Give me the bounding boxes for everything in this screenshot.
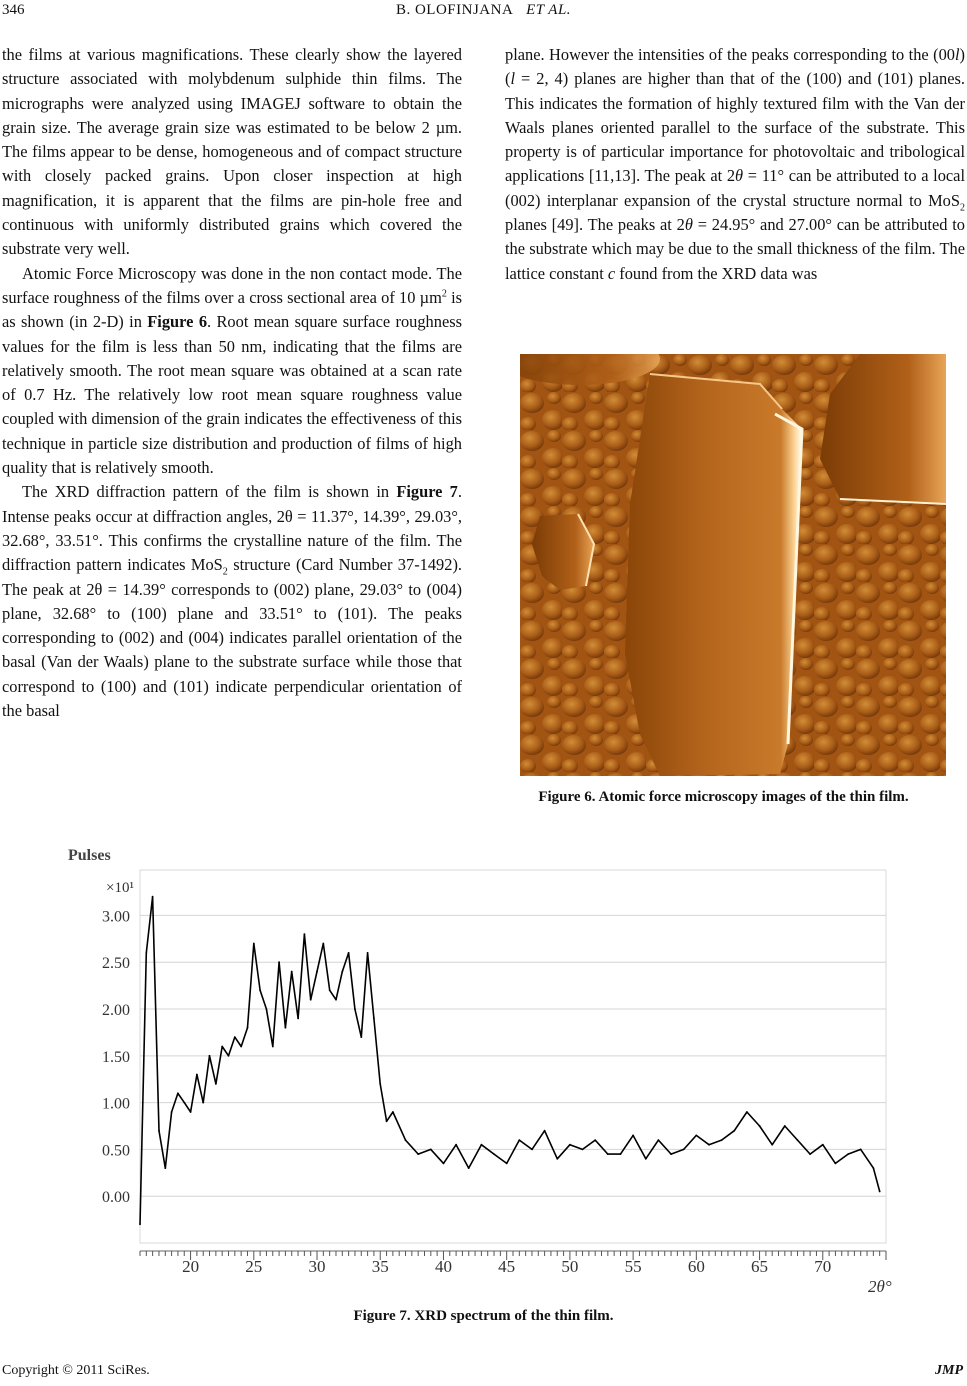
italic-l: l [954, 45, 960, 64]
xrd-data-point [455, 1144, 457, 1146]
y-tick-label: 1.50 [102, 1048, 130, 1066]
x-tick-label: 30 [308, 1257, 326, 1276]
text-span: = 24.95° and 27.00° can be attributed to the substrate which may be due to the small thickness of the film. The lattice constant [505, 215, 965, 283]
xrd-data-point [310, 999, 312, 1001]
x-tick-label: 20 [182, 1257, 200, 1276]
xrd-data-point [632, 1135, 634, 1137]
text-span: found from the XRD data was [615, 263, 818, 283]
xrd-data-point [683, 1149, 685, 1151]
text-span: ) ( [505, 45, 965, 89]
paragraph-sem: the films at various magnifications. These clearly show the layered structure associated with molybdenum sulphide thin films. The micrographs were analyzed using IMAGEJ software to obtain the grain size. The average grain size was estimated to be below 2 µm. The films appear to be dense, homogeneous and of compact structure with closely packed grains. Upon closer inspection at high magnification, it is apparent that the films are pin-hole free and continuous with uniformly distributed grains which covered the substrate very well. [2, 45, 462, 259]
text-span: is as shown (in 2-D) in [2, 287, 463, 332]
xrd-data-point [518, 1139, 520, 1141]
text-span: Atomic Force Microscopy was done in the non contact mode. The surface roughness of the films over a cross sectional area of 10 µm [2, 263, 462, 307]
footer-journal: JMP [935, 1363, 963, 1378]
figure6-reference: Figure 6 [147, 312, 208, 332]
xrd-data-point [228, 1055, 230, 1057]
italic-theta: θ [684, 215, 693, 235]
xrd-data-point [373, 1018, 375, 1020]
xrd-data-point [183, 1102, 185, 1104]
xrd-data-point [348, 952, 350, 954]
figure6-caption: Figure 6. Atomic force microscopy images of the thin film. [538, 789, 909, 805]
xrd-data-point [746, 1111, 748, 1113]
text-span: . Intense peaks occur at diffraction angles, 2θ = 11.37°, 14.39°, 29.03°, 32.68°, 33.51°. This confirms the crystalline nature of the film. The diffraction pattern indicates MoS [2, 482, 462, 575]
xrd-data-point [196, 1074, 198, 1076]
xrd-data-point [670, 1153, 672, 1155]
x-tick-label: 65 [751, 1257, 769, 1276]
xrd-data-point [708, 1144, 710, 1146]
xrd-data-point [607, 1153, 609, 1155]
x-tick-label: 35 [371, 1257, 389, 1276]
xrd-data-point [240, 1046, 242, 1048]
xrd-data-point [202, 1102, 204, 1104]
xrd-data-point [329, 989, 331, 991]
xrd-data-point [215, 1083, 217, 1085]
italic-l: l [510, 69, 516, 89]
xrd-data-point [341, 971, 343, 973]
xrd-data-point [493, 1153, 495, 1155]
xrd-data-point [139, 1223, 141, 1225]
plot-frame [140, 870, 886, 1243]
xrd-data-point [304, 933, 306, 935]
xrd-data-point [360, 1036, 362, 1038]
xrd-data-point [822, 1144, 824, 1146]
xrd-data-point [569, 1144, 571, 1146]
xrd-data-point [266, 1008, 268, 1010]
xrd-data-point [784, 1125, 786, 1127]
x-tick-label: 25 [245, 1257, 263, 1276]
xrd-data-point [297, 1018, 299, 1020]
y-multiplier-label: ×10¹ [106, 880, 134, 896]
xrd-data-point [322, 943, 324, 945]
xrd-data-point [430, 1149, 432, 1151]
x-tick-label: 55 [624, 1257, 642, 1276]
xrd-data-point [417, 1153, 419, 1155]
xrd-data-point [468, 1167, 470, 1169]
xrd-data-point [879, 1191, 881, 1193]
xrd-data-point [721, 1139, 723, 1141]
xrd-data-point [354, 1008, 356, 1010]
xrd-data-point [285, 1027, 287, 1029]
text-span: . Root mean square surface roughness values for the film is less than 50 nm, indicating that the films are relatively smooth. The root mean square was obtained at a scan rate of 0.7 Hz. The relatively low root mean square roughness value coupled with dimension of the grain indicates the effectiveness of this technique in particle size distribution and production of films of high quality that is relatively smooth. [2, 312, 462, 478]
paragraph-afm [2, 262, 462, 481]
right-column [505, 43, 965, 286]
x-tick-label: 45 [498, 1257, 516, 1276]
figure7-caption: Figure 7. XRD spectrum of the thin film. [353, 1308, 614, 1324]
xrd-data-point [158, 1130, 160, 1132]
superscript: 2 [441, 288, 447, 300]
xrd-data-point [582, 1149, 584, 1151]
xrd-data-point [253, 943, 255, 945]
text-span: = 2, 4) planes are higher than that of the (100) and (101) planes. This indicates the formation of highly textured film with the Van der Waals planes oriented parallel to the surface of the substrate. This property is of particular importance for photovoltaic and tribological applications [11,13]. The peak at 2 [505, 69, 965, 186]
xrd-data-point [860, 1149, 862, 1151]
x-tick-label: 40 [434, 1257, 452, 1276]
xrd-data-point [190, 1111, 192, 1113]
xrd-data-point [847, 1153, 849, 1155]
xrd-data-point [247, 1027, 249, 1029]
left-column [2, 43, 462, 723]
xrd-data-point [733, 1130, 735, 1132]
xrd-data-point [209, 1055, 211, 1057]
y-tick-label: 3.00 [102, 908, 130, 926]
xrd-data-point [594, 1139, 596, 1141]
y-tick-label: 2.50 [102, 955, 130, 973]
text-span: planes [49]. The peaks at 2 [505, 215, 685, 235]
xrd-series-line [140, 897, 880, 1225]
xrd-data-point [405, 1139, 407, 1141]
xrd-data-point [234, 1036, 236, 1038]
xrd-data-point [171, 1111, 173, 1113]
y-tick-label: 2.00 [102, 1002, 130, 1020]
x-tick-label: 60 [687, 1257, 705, 1276]
xrd-data-point [392, 1111, 394, 1113]
xrd-data-point [531, 1149, 533, 1151]
xrd-data-point [367, 952, 369, 954]
xrd-data-point [544, 1130, 546, 1132]
italic-theta: θ [735, 166, 744, 186]
text-span: = 11° can be attributed to a local (002) interplanar expansion of the crystal structure normal to MoS [505, 166, 966, 210]
text-span: structure (Card Number 37-1492). The peak at 2θ = 14.39° corresponds to (002) plane, 29.03° to (004) plane, 32.68° to (100) plane and 33.51° to (101). The peaks corresponding to (002) and (004) indicates parallel orientation of the basal (Van der Waals) plane to the substrate surface while those that correspond to (100) and (101) indicate perpendicular orientation of the basal [2, 555, 462, 721]
xrd-data-point [556, 1158, 558, 1160]
xrd-data-point [164, 1167, 166, 1169]
running-header-etal: ET AL. [526, 2, 572, 18]
figure7-reference: Figure 7 [396, 482, 458, 502]
xrd-plot [60, 838, 905, 1298]
footer-copyright: Copyright © 2011 SciRes. [2, 1363, 150, 1378]
xrd-data-point [506, 1163, 508, 1165]
paragraph-texture [505, 43, 965, 286]
page-number: 346 [2, 2, 25, 18]
y-tick-label: 0.00 [102, 1189, 130, 1207]
subscript: 2 [222, 566, 228, 578]
italic-c: c [607, 263, 616, 283]
xrd-data-point [797, 1139, 799, 1141]
subscript: 2 [960, 202, 965, 214]
afm-micrograph [520, 354, 946, 776]
text-span: The XRD diffraction pattern of the film is shown in [22, 482, 397, 502]
xrd-data-point [759, 1125, 761, 1127]
xrd-data-point [278, 961, 280, 963]
xrd-data-point [177, 1092, 179, 1094]
xrd-data-point [658, 1139, 660, 1141]
xrd-data-point [481, 1144, 483, 1146]
xrd-data-point [221, 1046, 223, 1048]
running-header-authors: B. OLOFINJANA [395, 2, 514, 18]
y-axis-label: Pulses [68, 847, 111, 864]
text-span: plane. However the intensities of the peaks corresponding to the (00 [505, 45, 955, 64]
xrd-data-point [809, 1153, 811, 1155]
xrd-data-point [771, 1144, 773, 1146]
xrd-data-point [152, 896, 154, 898]
xrd-data-point [316, 971, 318, 973]
x-axis-label: 2θ° [868, 1277, 892, 1296]
xrd-data-point [291, 971, 293, 973]
xrd-data-point [695, 1135, 697, 1137]
afm-image [520, 354, 946, 776]
x-tick-label: 70 [814, 1257, 832, 1276]
xrd-data-point [645, 1158, 647, 1160]
xrd-data-point [835, 1163, 837, 1165]
y-tick-label: 0.50 [102, 1142, 130, 1160]
xrd-data-point [379, 1083, 381, 1085]
paragraph-xrd [2, 480, 462, 723]
xrd-data-point [443, 1163, 445, 1165]
xrd-data-point [620, 1153, 622, 1155]
xrd-chart [60, 838, 905, 1298]
xrd-data-point [873, 1167, 875, 1169]
y-tick-label: 1.00 [102, 1095, 130, 1113]
xrd-data-point [335, 999, 337, 1001]
xrd-data-point [386, 1120, 388, 1122]
running-header [0, 2, 967, 19]
xrd-data-point [145, 952, 147, 954]
xrd-data-point [272, 1046, 274, 1048]
xrd-data-point [259, 989, 261, 991]
x-tick-label: 50 [561, 1257, 579, 1276]
